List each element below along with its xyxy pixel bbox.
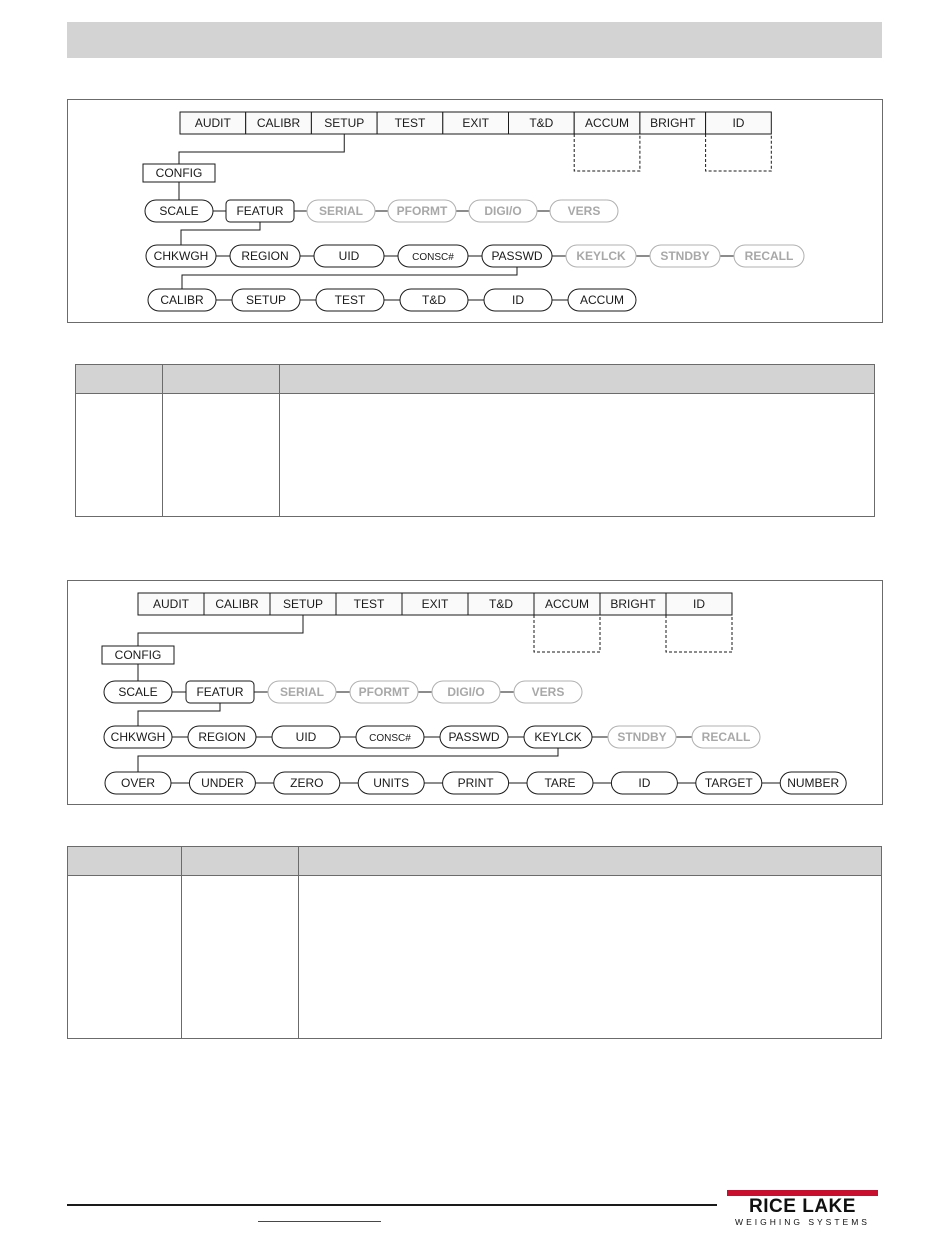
node-label: ID bbox=[638, 776, 651, 790]
node-label: ZERO bbox=[290, 776, 324, 790]
menu-tab-bright[interactable] bbox=[600, 593, 666, 615]
node-label: CONFIG bbox=[155, 166, 203, 180]
menu-node-config[interactable] bbox=[102, 646, 174, 664]
menu-tab-bright[interactable] bbox=[640, 112, 706, 134]
menu-tab-setup[interactable] bbox=[311, 112, 377, 134]
node-label: CONSC# bbox=[369, 733, 411, 744]
menu-node-passwd[interactable] bbox=[482, 245, 552, 267]
menu-node-consc[interactable] bbox=[356, 726, 424, 748]
connector-line bbox=[138, 615, 303, 646]
keylck-menu-diagram bbox=[67, 580, 883, 805]
connector-line bbox=[181, 222, 260, 245]
menu-node-zero[interactable] bbox=[274, 772, 340, 794]
node-label: SCALE bbox=[118, 685, 158, 699]
table-cell bbox=[299, 876, 882, 1039]
menu-node-uid[interactable] bbox=[314, 245, 384, 267]
node-label: AUDIT bbox=[153, 597, 189, 611]
menu-tab-id[interactable] bbox=[666, 593, 732, 615]
menu-node-recall[interactable] bbox=[734, 245, 804, 267]
diagram-canvas bbox=[68, 100, 882, 322]
node-label: ID bbox=[732, 116, 745, 130]
dashed-submenu-placeholder bbox=[706, 134, 772, 171]
node-label: BRIGHT bbox=[610, 597, 656, 611]
rice-lake-logo bbox=[725, 1190, 880, 1230]
menu-tab-audit[interactable] bbox=[180, 112, 246, 134]
node-label: CONSC# bbox=[412, 252, 454, 263]
menu-tab-calibr[interactable] bbox=[204, 593, 270, 615]
menu-node-print[interactable] bbox=[443, 772, 509, 794]
node-label: TEST bbox=[334, 293, 366, 307]
menu-node-passwd[interactable] bbox=[440, 726, 508, 748]
node-label: AUDIT bbox=[194, 116, 231, 130]
menu-node-vers[interactable] bbox=[550, 200, 618, 222]
node-label: KEYLCK bbox=[576, 249, 626, 263]
menu-node-digi-o[interactable] bbox=[432, 681, 500, 703]
node-label: FEATUR bbox=[196, 685, 244, 699]
menu-node-consc[interactable] bbox=[398, 245, 468, 267]
menu-node-test[interactable] bbox=[316, 289, 384, 311]
menu-node-units[interactable] bbox=[358, 772, 424, 794]
menu-node-over[interactable] bbox=[105, 772, 171, 794]
passwd-menu-diagram bbox=[67, 99, 883, 323]
node-label: NUMBER bbox=[787, 776, 840, 790]
node-label: PRINT bbox=[457, 776, 494, 790]
menu-node-region[interactable] bbox=[188, 726, 256, 748]
table-cell bbox=[280, 394, 875, 517]
table-cell bbox=[182, 876, 299, 1039]
menu-node-setup[interactable] bbox=[232, 289, 300, 311]
node-label: SCALE bbox=[159, 204, 199, 218]
table-cell bbox=[76, 394, 163, 517]
dashed-submenu-placeholder bbox=[574, 134, 640, 171]
node-label: FEATUR bbox=[236, 204, 284, 218]
menu-node-id[interactable] bbox=[611, 772, 677, 794]
menu-node-serial[interactable] bbox=[268, 681, 336, 703]
node-label: ACCUM bbox=[585, 116, 630, 130]
node-label: CHKWGH bbox=[110, 730, 166, 744]
menu-node-chkwgh[interactable] bbox=[104, 726, 172, 748]
node-label: TARE bbox=[544, 776, 576, 790]
node-label: PFORMT bbox=[358, 685, 410, 699]
footer-link[interactable] bbox=[258, 1220, 381, 1222]
menu-node-target[interactable] bbox=[696, 772, 762, 794]
dashed-submenu-placeholder bbox=[534, 615, 600, 652]
connector-line bbox=[182, 267, 517, 289]
node-label: CALIBR bbox=[160, 293, 204, 307]
menu-node-pformt[interactable] bbox=[350, 681, 418, 703]
menu-node-region[interactable] bbox=[230, 245, 300, 267]
top-menu-bar bbox=[138, 593, 732, 615]
node-label: SETUP bbox=[245, 293, 287, 307]
menu-node-tare[interactable] bbox=[527, 772, 593, 794]
node-label: ID bbox=[512, 293, 524, 307]
diagram-canvas bbox=[68, 581, 882, 804]
menu-node-pformt[interactable] bbox=[388, 200, 456, 222]
menu-tab-t-d[interactable] bbox=[468, 593, 534, 615]
menu-tab-calibr[interactable] bbox=[246, 112, 312, 134]
table-header-cell bbox=[280, 365, 875, 394]
node-label: CALIBR bbox=[256, 116, 301, 130]
node-label: SERIAL bbox=[318, 204, 364, 218]
connector-line bbox=[138, 748, 558, 772]
menu-node-id[interactable] bbox=[484, 289, 552, 311]
table-header-row bbox=[76, 365, 875, 394]
menu-node-featur[interactable] bbox=[186, 681, 254, 703]
menu-node-config[interactable] bbox=[143, 164, 215, 182]
menu-tab-accum[interactable] bbox=[534, 593, 600, 615]
menu-tab-exit[interactable] bbox=[443, 112, 509, 134]
menu-node-recall[interactable] bbox=[692, 726, 760, 748]
menu-tab-accum[interactable] bbox=[574, 112, 640, 134]
node-label: PFORMT bbox=[396, 204, 448, 218]
node-label: OVER bbox=[120, 776, 156, 790]
dashed-submenu-placeholder bbox=[666, 615, 732, 652]
menu-node-accum[interactable] bbox=[568, 289, 636, 311]
footer-rule bbox=[67, 1204, 717, 1206]
node-label: STNDBY bbox=[660, 249, 710, 263]
menu-tab-exit[interactable] bbox=[402, 593, 468, 615]
menu-node-digi-o[interactable] bbox=[469, 200, 537, 222]
node-label: CHKWGH bbox=[153, 249, 209, 263]
node-label: VERS bbox=[567, 204, 601, 218]
table-row bbox=[76, 394, 875, 517]
table-cell bbox=[163, 394, 280, 517]
node-label: UNDER bbox=[201, 776, 244, 790]
table-header-cell bbox=[76, 365, 163, 394]
table-header-cell bbox=[299, 847, 882, 876]
node-label: DIGI/O bbox=[447, 685, 485, 699]
node-label: UNITS bbox=[373, 776, 410, 790]
node-label: CALIBR bbox=[215, 597, 259, 611]
menu-node-stndby[interactable] bbox=[608, 726, 676, 748]
node-label: UID bbox=[338, 249, 360, 263]
node-label: UID bbox=[295, 730, 317, 744]
node-label: T&D bbox=[489, 597, 513, 611]
menu-node-number[interactable] bbox=[780, 772, 846, 794]
menu-node-keylck[interactable] bbox=[566, 245, 636, 267]
node-label: RECALL bbox=[744, 249, 794, 263]
node-label: VERS bbox=[531, 685, 565, 699]
table-header-cell bbox=[182, 847, 299, 876]
node-label: SETUP bbox=[324, 116, 365, 130]
node-label: PASSWD bbox=[491, 249, 543, 263]
logo-wordmark: RICE LAKE bbox=[749, 1196, 856, 1217]
node-label: KEYLCK bbox=[534, 730, 582, 744]
menu-tab-t-d[interactable] bbox=[509, 112, 575, 134]
menu-tab-setup[interactable] bbox=[270, 593, 336, 615]
node-label: TEST bbox=[394, 116, 426, 130]
table-cell bbox=[68, 876, 182, 1039]
connector-line bbox=[138, 703, 220, 726]
menu-tab-test[interactable] bbox=[336, 593, 402, 615]
menu-node-vers[interactable] bbox=[514, 681, 582, 703]
menu-node-under[interactable] bbox=[189, 772, 255, 794]
node-label: RECALL bbox=[701, 730, 751, 744]
logo-tagline: WEIGHING SYSTEMS bbox=[735, 1217, 870, 1227]
node-label: EXIT bbox=[462, 116, 489, 130]
menu-tab-audit[interactable] bbox=[138, 593, 204, 615]
node-label: DIGI/O bbox=[484, 204, 522, 218]
node-label: TARGET bbox=[704, 776, 753, 790]
table-header-row bbox=[68, 847, 882, 876]
menu-tab-id[interactable] bbox=[706, 112, 772, 134]
node-label: ACCUM bbox=[580, 293, 624, 307]
node-label: REGION bbox=[241, 249, 289, 263]
node-label: SERIAL bbox=[279, 685, 325, 699]
node-label: T&D bbox=[529, 116, 554, 130]
node-label: PASSWD bbox=[448, 730, 500, 744]
table-header-cell bbox=[163, 365, 280, 394]
node-label: TEST bbox=[353, 597, 385, 611]
node-label: ACCUM bbox=[545, 597, 589, 611]
node-label: CONFIG bbox=[114, 648, 162, 662]
menu-node-serial[interactable] bbox=[307, 200, 375, 222]
node-label: ID bbox=[693, 597, 705, 611]
menu-node-uid[interactable] bbox=[272, 726, 340, 748]
table-header-cell bbox=[68, 847, 182, 876]
top-menu-bar bbox=[180, 112, 771, 134]
menu-node-calibr[interactable] bbox=[148, 289, 216, 311]
table-row bbox=[68, 876, 882, 1039]
menu-tab-test[interactable] bbox=[377, 112, 443, 134]
menu-node-t-d[interactable] bbox=[400, 289, 468, 311]
node-label: SETUP bbox=[282, 597, 324, 611]
section-header-bar bbox=[67, 22, 882, 58]
parameter-table-1 bbox=[75, 364, 875, 517]
node-label: STNDBY bbox=[617, 730, 667, 744]
node-label: EXIT bbox=[421, 597, 449, 611]
connector-line bbox=[179, 134, 344, 164]
menu-node-chkwgh[interactable] bbox=[146, 245, 216, 267]
node-label: BRIGHT bbox=[650, 116, 696, 130]
node-label: T&D bbox=[422, 293, 446, 307]
menu-node-featur[interactable] bbox=[226, 200, 294, 222]
menu-node-stndby[interactable] bbox=[650, 245, 720, 267]
menu-node-scale[interactable] bbox=[145, 200, 213, 222]
menu-node-scale[interactable] bbox=[104, 681, 172, 703]
parameter-table-2 bbox=[67, 846, 882, 1039]
node-label: REGION bbox=[198, 730, 246, 744]
menu-node-keylck[interactable] bbox=[524, 726, 592, 748]
